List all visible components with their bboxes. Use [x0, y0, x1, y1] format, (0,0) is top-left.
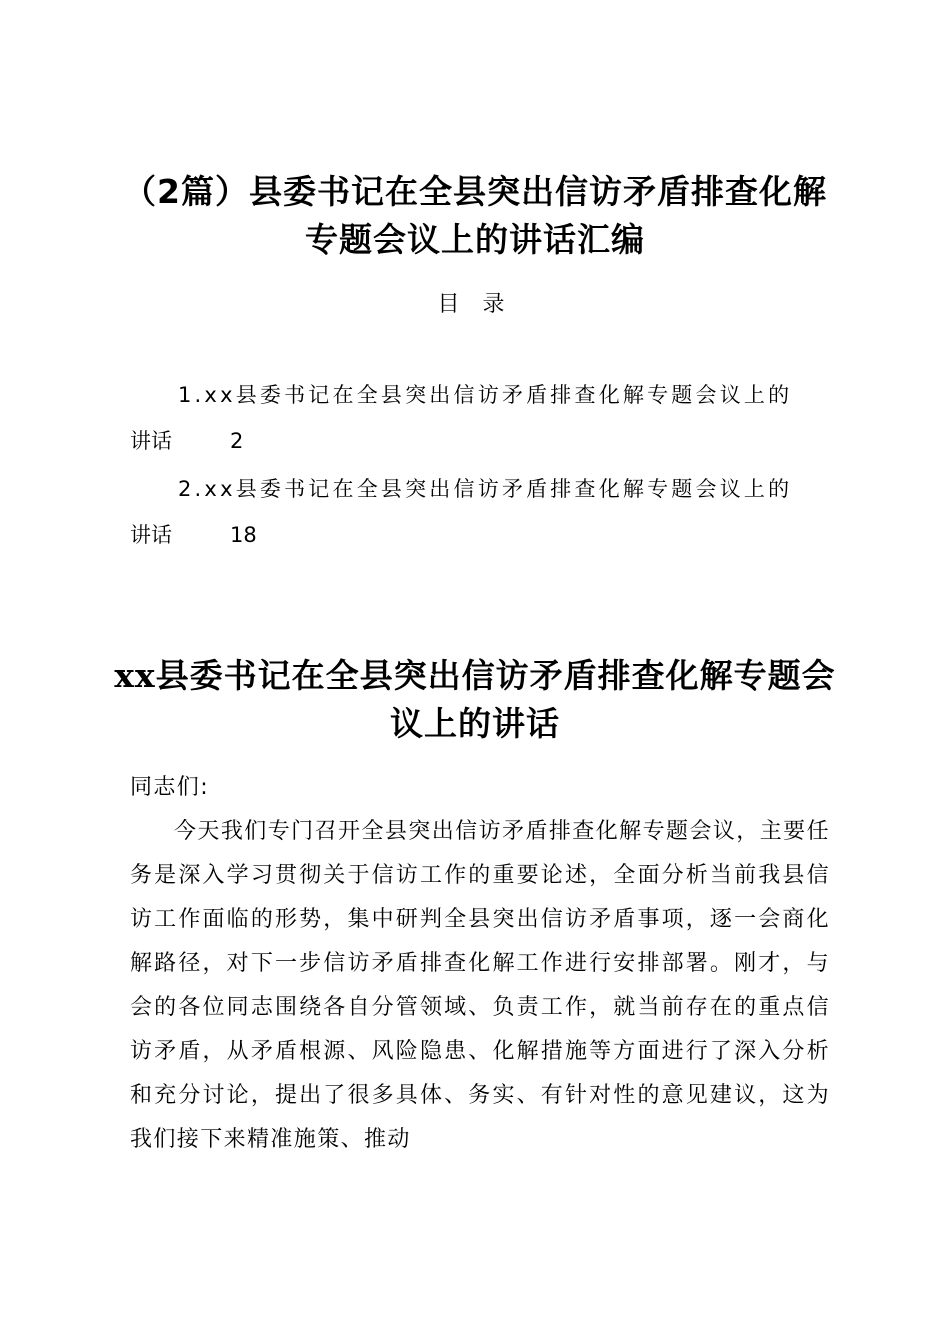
- toc-entry-page-number: 2: [230, 429, 244, 453]
- toc-entry-page-number: 18: [230, 523, 257, 547]
- toc-entry-title: 1.xx县委书记在全县突出信访矛盾排查化解专题会议上的: [178, 383, 793, 407]
- speech-salutation: 同志们:: [130, 775, 210, 800]
- toc-heading: 目 录: [437, 292, 513, 317]
- speech-title: xx县委书记在全县突出信访矛盾排查化解专题会议上的讲话: [114, 656, 836, 743]
- toc-entry-title-continued: 讲话: [130, 523, 172, 547]
- toc-entry-title: 2.xx县委书记在全县突出信访矛盾排查化解专题会议上的: [178, 477, 793, 501]
- speech-paragraph: 今天我们专门召开全县突出信访矛盾排查化解专题会议，主要任务是深入学习贯彻关于信访工作的重要论述，全面分析当前我县信访工作面临的形势，集中研判全县突出信访矛盾事项，逐一会商化解路径，对下一步信访矛盾排查化解工作进行安排部署。刚才，与会的各位同志围绕各自分管领域、负责工作，就当前存在的重点信访矛盾，从矛盾根源、风险隐患、化解措施等方面进行了深入分析和充分讨论，提出了很多具体、务实、有针对性的意见建议，这为我们接下来精准施策、推动: [130, 819, 830, 1152]
- toc-entry-title-continued: 讲话: [130, 429, 172, 453]
- document-main-title: （2篇）县委书记在全县突出信访矛盾排查化解专题会议上的讲话汇编: [123, 172, 827, 259]
